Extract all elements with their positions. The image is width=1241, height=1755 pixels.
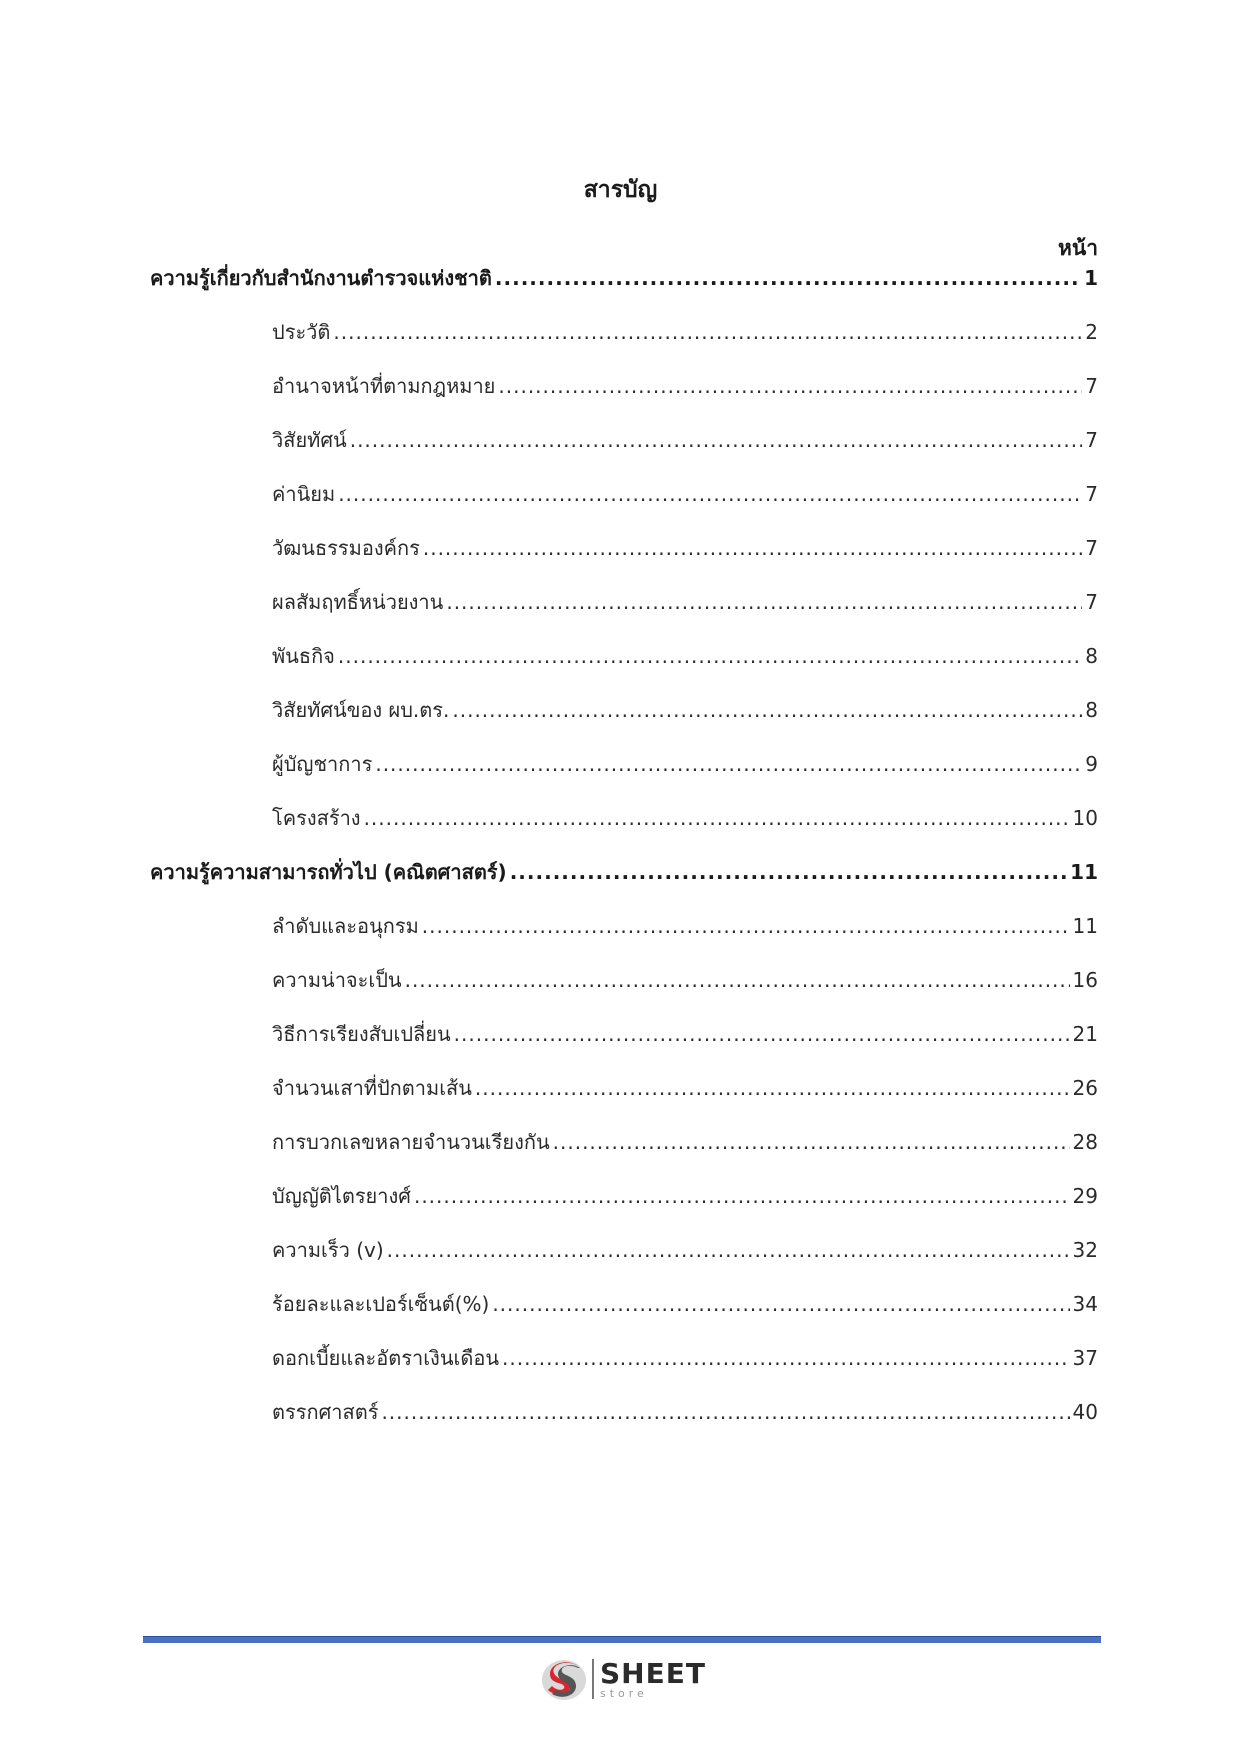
toc-entry-label: ความรู้ความสามารถทั่วไป (คณิตศาสตร์) [150, 860, 507, 884]
toc-entry-page: 11 [1070, 860, 1098, 884]
toc-leader-dots [452, 698, 1082, 722]
toc-entry-page: 1 [1084, 266, 1098, 290]
toc-entry-label: วิสัยทัศน์ของ ผบ.ตร. [272, 698, 450, 722]
page-column-header: หน้า [1058, 236, 1098, 260]
toc-entry-page: 7 [1085, 536, 1098, 560]
toc-leader-dots [338, 644, 1082, 668]
toc-leader-dots [405, 968, 1070, 992]
toc-entry-label: ความเร็ว (v) [272, 1238, 384, 1262]
toc-entry-label: วิสัยทัศน์ [272, 428, 347, 452]
toc-entry [272, 964, 1098, 998]
toc-leader-dots [492, 1292, 1069, 1316]
toc-entry-page: 29 [1072, 1184, 1098, 1208]
toc-entry-page: 8 [1085, 698, 1098, 722]
toc-leader-dots [553, 1130, 1070, 1154]
toc-entry-page: 7 [1085, 590, 1098, 614]
toc-entry-label: อำนาจหน้าที่ตามกฎหมาย [272, 374, 496, 398]
toc-entry [272, 640, 1098, 674]
toc-entry-page: 2 [1085, 320, 1098, 344]
toc-entry [272, 316, 1098, 350]
toc-entry-page: 7 [1085, 428, 1098, 452]
sheetstore-s-logo-icon [540, 1654, 588, 1704]
toc-entry-label: บัญญัติไตรยางศ์ [272, 1184, 411, 1208]
toc-leader-dots [364, 806, 1070, 830]
toc-entry-page: 28 [1072, 1130, 1098, 1154]
toc-entry [272, 478, 1098, 512]
toc-entry [272, 694, 1098, 728]
toc-section-entry [150, 262, 1098, 296]
logo-subtext: store [600, 1686, 648, 1700]
toc-entry-label: ค่านิยม [272, 482, 336, 506]
toc-leader-dots [454, 1022, 1070, 1046]
toc-entry-page: 7 [1085, 374, 1098, 398]
toc-leader-dots [423, 536, 1082, 560]
toc-leader-dots [414, 1184, 1070, 1208]
toc-entry-page: 26 [1072, 1076, 1098, 1100]
toc-entry-page: 8 [1085, 644, 1098, 668]
toc-entry [272, 370, 1098, 404]
toc-entry-label: โครงสร้าง [272, 806, 361, 830]
toc-entry [272, 424, 1098, 458]
toc-entry-page: 34 [1072, 1292, 1098, 1316]
toc-leader-dots [446, 590, 1082, 614]
toc-entry-label: พันธกิจ [272, 644, 335, 668]
toc-entry-page: 9 [1085, 752, 1098, 776]
toc-entry [272, 1234, 1098, 1268]
toc-entry-label: วิธีการเรียงสับเปลี่ยน [272, 1022, 451, 1046]
toc-entry-page: 21 [1072, 1022, 1098, 1046]
toc-entry-page: 7 [1085, 482, 1098, 506]
toc-entry [272, 1396, 1098, 1430]
footer-logo [540, 1652, 710, 1706]
toc-leader-dots [510, 860, 1067, 884]
toc-entry-label: วัฒนธรรมองค์กร [272, 536, 420, 560]
footer-divider [143, 1636, 1101, 1643]
toc-entry [272, 586, 1098, 620]
toc-leader-dots [498, 374, 1082, 398]
toc-entry [272, 1126, 1098, 1160]
toc-leader-dots [495, 266, 1081, 290]
toc-section-entry [150, 856, 1098, 890]
toc-entry [272, 802, 1098, 836]
toc-leader-dots [338, 482, 1082, 506]
toc-entry-label: ร้อยละและเปอร์เซ็นต์(%) [272, 1292, 490, 1316]
toc-leader-dots [333, 320, 1082, 344]
toc-entry-page: 10 [1072, 806, 1098, 830]
toc-entry-label: ดอกเบี้ยและอัตราเงินเดือน [272, 1346, 500, 1370]
toc-entry-label: ความน่าจะเป็น [272, 968, 402, 992]
toc-entry [272, 1072, 1098, 1106]
toc-leader-dots [422, 914, 1070, 938]
toc-entry-page: 37 [1072, 1346, 1098, 1370]
logo-wordmark: SHEET [600, 1656, 706, 1690]
toc-entry-label: ความรู้เกี่ยวกับสำนักงานตำรวจแห่งชาติ [150, 266, 492, 290]
toc-entry-page: 16 [1072, 968, 1098, 992]
toc-entry-page: 11 [1072, 914, 1098, 938]
toc-entry [272, 910, 1098, 944]
toc-leader-dots [502, 1346, 1070, 1370]
toc-leader-dots [350, 428, 1083, 452]
toc-leader-dots [375, 752, 1082, 776]
toc-entry-label: ผู้บัญชาการ [272, 752, 373, 776]
toc-entry [272, 532, 1098, 566]
toc-entry-label: ประวัติ [272, 320, 331, 344]
toc-leader-dots [381, 1400, 1069, 1424]
toc-entry [272, 1288, 1098, 1322]
toc-entry-label: ลำดับและอนุกรม [272, 914, 419, 938]
toc-entry [272, 1342, 1098, 1376]
toc-entry-label: การบวกเลขหลายจำนวนเรียงกัน [272, 1130, 550, 1154]
toc-leader-dots [475, 1076, 1070, 1100]
toc-entry-page: 32 [1072, 1238, 1098, 1262]
toc-entry-page: 40 [1072, 1400, 1098, 1424]
toc-entry [272, 748, 1098, 782]
toc-entry-label: ผลสัมฤทธิ์หน่วยงาน [272, 590, 444, 614]
toc-leader-dots [387, 1238, 1070, 1262]
toc-entry-label: ตรรกศาสตร์ [272, 1400, 379, 1424]
page-title: สารบัญ [583, 177, 658, 203]
toc-entry [272, 1018, 1098, 1052]
logo-separator [592, 1659, 594, 1699]
toc-entry [272, 1180, 1098, 1214]
toc-entry-label: จำนวนเสาที่ปักตามเส้น [272, 1076, 472, 1100]
